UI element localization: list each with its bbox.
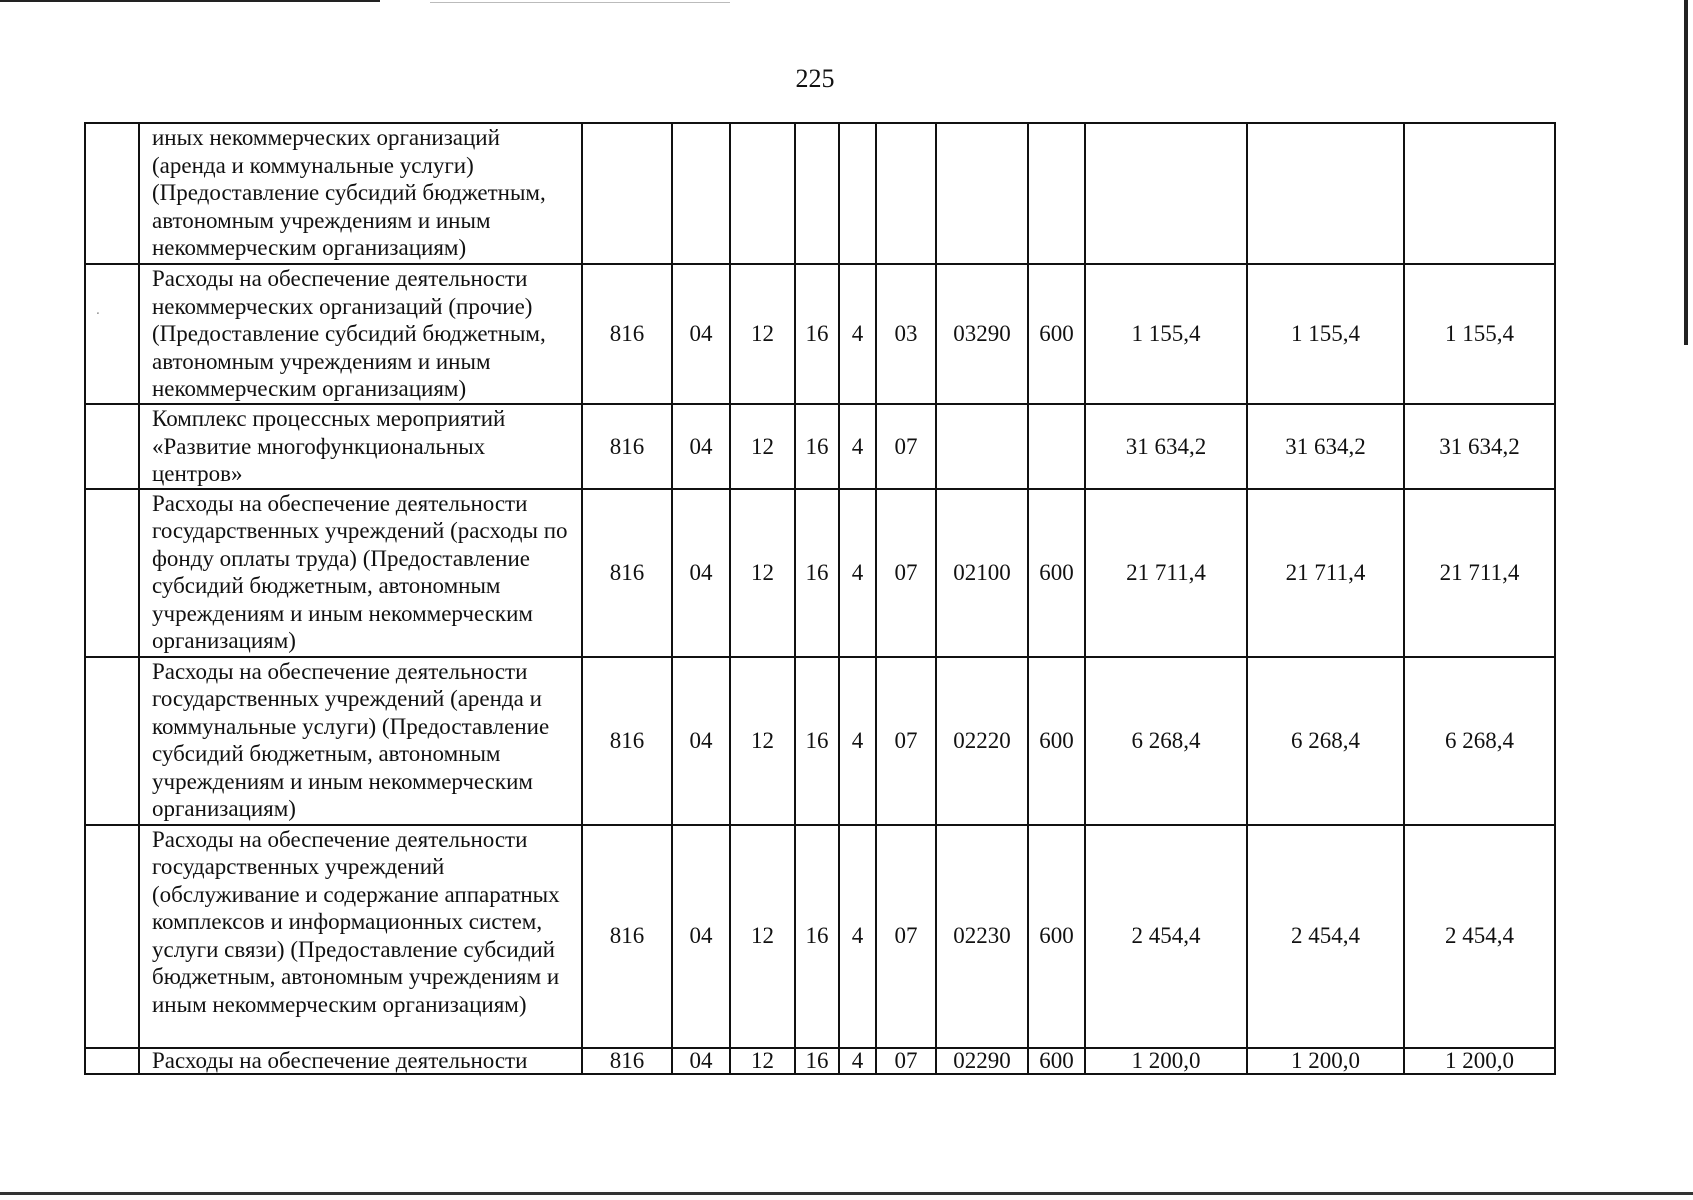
code-ministry: 816 bbox=[582, 657, 672, 825]
row-description: иных некоммерческих организаций (аренда и коммунальные услуги) (Предоставление субсидий бюджетным, автономным учреждениям и иным некоммерческим организациям) bbox=[139, 123, 582, 264]
code-direction: 02230 bbox=[936, 825, 1028, 1048]
code-activity: 07 bbox=[876, 404, 936, 489]
code-program: 16 bbox=[795, 489, 839, 657]
code-subsection: 12 bbox=[730, 657, 795, 825]
table-row bbox=[85, 123, 1555, 264]
table-row bbox=[85, 489, 1555, 657]
code-program-type: 4 bbox=[839, 404, 876, 489]
code-subsection bbox=[730, 123, 795, 264]
amount-year-3: 1 155,4 bbox=[1404, 264, 1555, 404]
amount-year-1: 1 155,4 bbox=[1085, 264, 1247, 404]
code-expense-type: 600 bbox=[1028, 657, 1085, 825]
code-subsection: 12 bbox=[730, 825, 795, 1048]
code-subsection: 12 bbox=[730, 404, 795, 489]
amount-year-3: 1 200,0 bbox=[1404, 1048, 1555, 1074]
amount-year-2: 21 711,4 bbox=[1247, 489, 1404, 657]
budget-table bbox=[84, 122, 1556, 1075]
table-row bbox=[85, 264, 1555, 404]
row-description: Расходы на обеспечение деятельности некоммерческих организаций (прочие) (Предоставление субсидий бюджетным, автономным учреждениям и иным некоммерческим организациям) bbox=[139, 264, 582, 404]
amount-year-3: 21 711,4 bbox=[1404, 489, 1555, 657]
scan-edge-right bbox=[1684, 0, 1688, 345]
code-program: 16 bbox=[795, 657, 839, 825]
code-activity: 07 bbox=[876, 1048, 936, 1074]
code-expense-type bbox=[1028, 404, 1085, 489]
amount-year-2: 1 155,4 bbox=[1247, 264, 1404, 404]
code-direction: 02220 bbox=[936, 657, 1028, 825]
code-program-type: 4 bbox=[839, 264, 876, 404]
table-row bbox=[85, 404, 1555, 489]
code-program-type: 4 bbox=[839, 657, 876, 825]
amount-year-1: 21 711,4 bbox=[1085, 489, 1247, 657]
code-expense-type: 600 bbox=[1028, 489, 1085, 657]
code-program-type bbox=[839, 123, 876, 264]
code-activity: 07 bbox=[876, 825, 936, 1048]
amount-year-2: 2 454,4 bbox=[1247, 825, 1404, 1048]
row-margin-cell bbox=[85, 825, 139, 1048]
amount-year-2: 6 268,4 bbox=[1247, 657, 1404, 825]
code-activity: 07 bbox=[876, 657, 936, 825]
amount-year-2: 31 634,2 bbox=[1247, 404, 1404, 489]
code-ministry: 816 bbox=[582, 264, 672, 404]
page-number: 225 bbox=[795, 64, 835, 93]
amount-year-1: 31 634,2 bbox=[1085, 404, 1247, 489]
row-margin-cell bbox=[85, 404, 139, 489]
code-direction: 02100 bbox=[936, 489, 1028, 657]
code-section bbox=[672, 123, 730, 264]
row-margin-cell bbox=[85, 657, 139, 825]
code-subsection: 12 bbox=[730, 264, 795, 404]
code-direction: 03290 bbox=[936, 264, 1028, 404]
amount-year-2 bbox=[1247, 123, 1404, 264]
code-program bbox=[795, 123, 839, 264]
code-program-type: 4 bbox=[839, 1048, 876, 1074]
code-subsection: 12 bbox=[730, 1048, 795, 1074]
code-activity bbox=[876, 123, 936, 264]
amount-year-1: 2 454,4 bbox=[1085, 825, 1247, 1048]
amount-year-3: 2 454,4 bbox=[1404, 825, 1555, 1048]
code-program: 16 bbox=[795, 264, 839, 404]
row-description: Расходы на обеспечение деятельности государственных учреждений (аренда и коммунальные услуги) (Предоставление субсидий бюджетным, автономным учреждениям и иным некоммерческим организациям) bbox=[139, 657, 582, 825]
code-section: 04 bbox=[672, 489, 730, 657]
code-ministry: 816 bbox=[582, 489, 672, 657]
code-expense-type: 600 bbox=[1028, 1048, 1085, 1074]
code-program: 16 bbox=[795, 1048, 839, 1074]
code-expense-type: 600 bbox=[1028, 264, 1085, 404]
amount-year-1: 6 268,4 bbox=[1085, 657, 1247, 825]
amount-year-2: 1 200,0 bbox=[1247, 1048, 1404, 1074]
scan-edge-top-faint bbox=[430, 2, 730, 3]
row-margin-cell bbox=[85, 489, 139, 657]
row-description: Расходы на обеспечение деятельности bbox=[139, 1048, 582, 1074]
code-subsection: 12 bbox=[730, 489, 795, 657]
row-margin-cell bbox=[85, 264, 139, 404]
row-margin-cell bbox=[85, 1048, 139, 1074]
code-expense-type: 600 bbox=[1028, 825, 1085, 1048]
code-program: 16 bbox=[795, 404, 839, 489]
code-ministry: 816 bbox=[582, 1048, 672, 1074]
code-section: 04 bbox=[672, 404, 730, 489]
code-activity: 07 bbox=[876, 489, 936, 657]
code-ministry bbox=[582, 123, 672, 264]
table-row bbox=[85, 657, 1555, 825]
code-ministry: 816 bbox=[582, 404, 672, 489]
row-description: Расходы на обеспечение деятельности государственных учреждений (обслуживание и содержание аппаратных комплексов и информационных систем, услуги связи) (Предоставление субсидий бюджетным, автономным учреждениям и иным некоммерческим организациям) bbox=[139, 825, 582, 1048]
code-section: 04 bbox=[672, 264, 730, 404]
row-margin-cell bbox=[85, 123, 139, 264]
scan-edge-bottom bbox=[0, 1192, 1693, 1195]
code-direction: 02290 bbox=[936, 1048, 1028, 1074]
margin-scan-mark: ˑ bbox=[96, 308, 100, 323]
code-section: 04 bbox=[672, 825, 730, 1048]
code-program-type: 4 bbox=[839, 825, 876, 1048]
table-row bbox=[85, 825, 1555, 1048]
code-program: 16 bbox=[795, 825, 839, 1048]
code-direction bbox=[936, 123, 1028, 264]
code-program-type: 4 bbox=[839, 489, 876, 657]
code-section: 04 bbox=[672, 1048, 730, 1074]
code-expense-type bbox=[1028, 123, 1085, 264]
code-ministry: 816 bbox=[582, 825, 672, 1048]
amount-year-1: 1 200,0 bbox=[1085, 1048, 1247, 1074]
amount-year-1 bbox=[1085, 123, 1247, 264]
code-direction bbox=[936, 404, 1028, 489]
amount-year-3: 6 268,4 bbox=[1404, 657, 1555, 825]
row-description: Расходы на обеспечение деятельности государственных учреждений (расходы по фонду оплаты труда) (Предоставление субсидий бюджетным, автономным учреждениям и иным некоммерческим организациям) bbox=[139, 489, 582, 657]
code-activity: 03 bbox=[876, 264, 936, 404]
amount-year-3 bbox=[1404, 123, 1555, 264]
amount-year-3: 31 634,2 bbox=[1404, 404, 1555, 489]
row-description: Комплекс процессных мероприятий «Развитие многофункциональных центров» bbox=[139, 404, 582, 489]
scan-edge-top bbox=[0, 0, 380, 2]
table-row bbox=[85, 1048, 1555, 1074]
code-section: 04 bbox=[672, 657, 730, 825]
